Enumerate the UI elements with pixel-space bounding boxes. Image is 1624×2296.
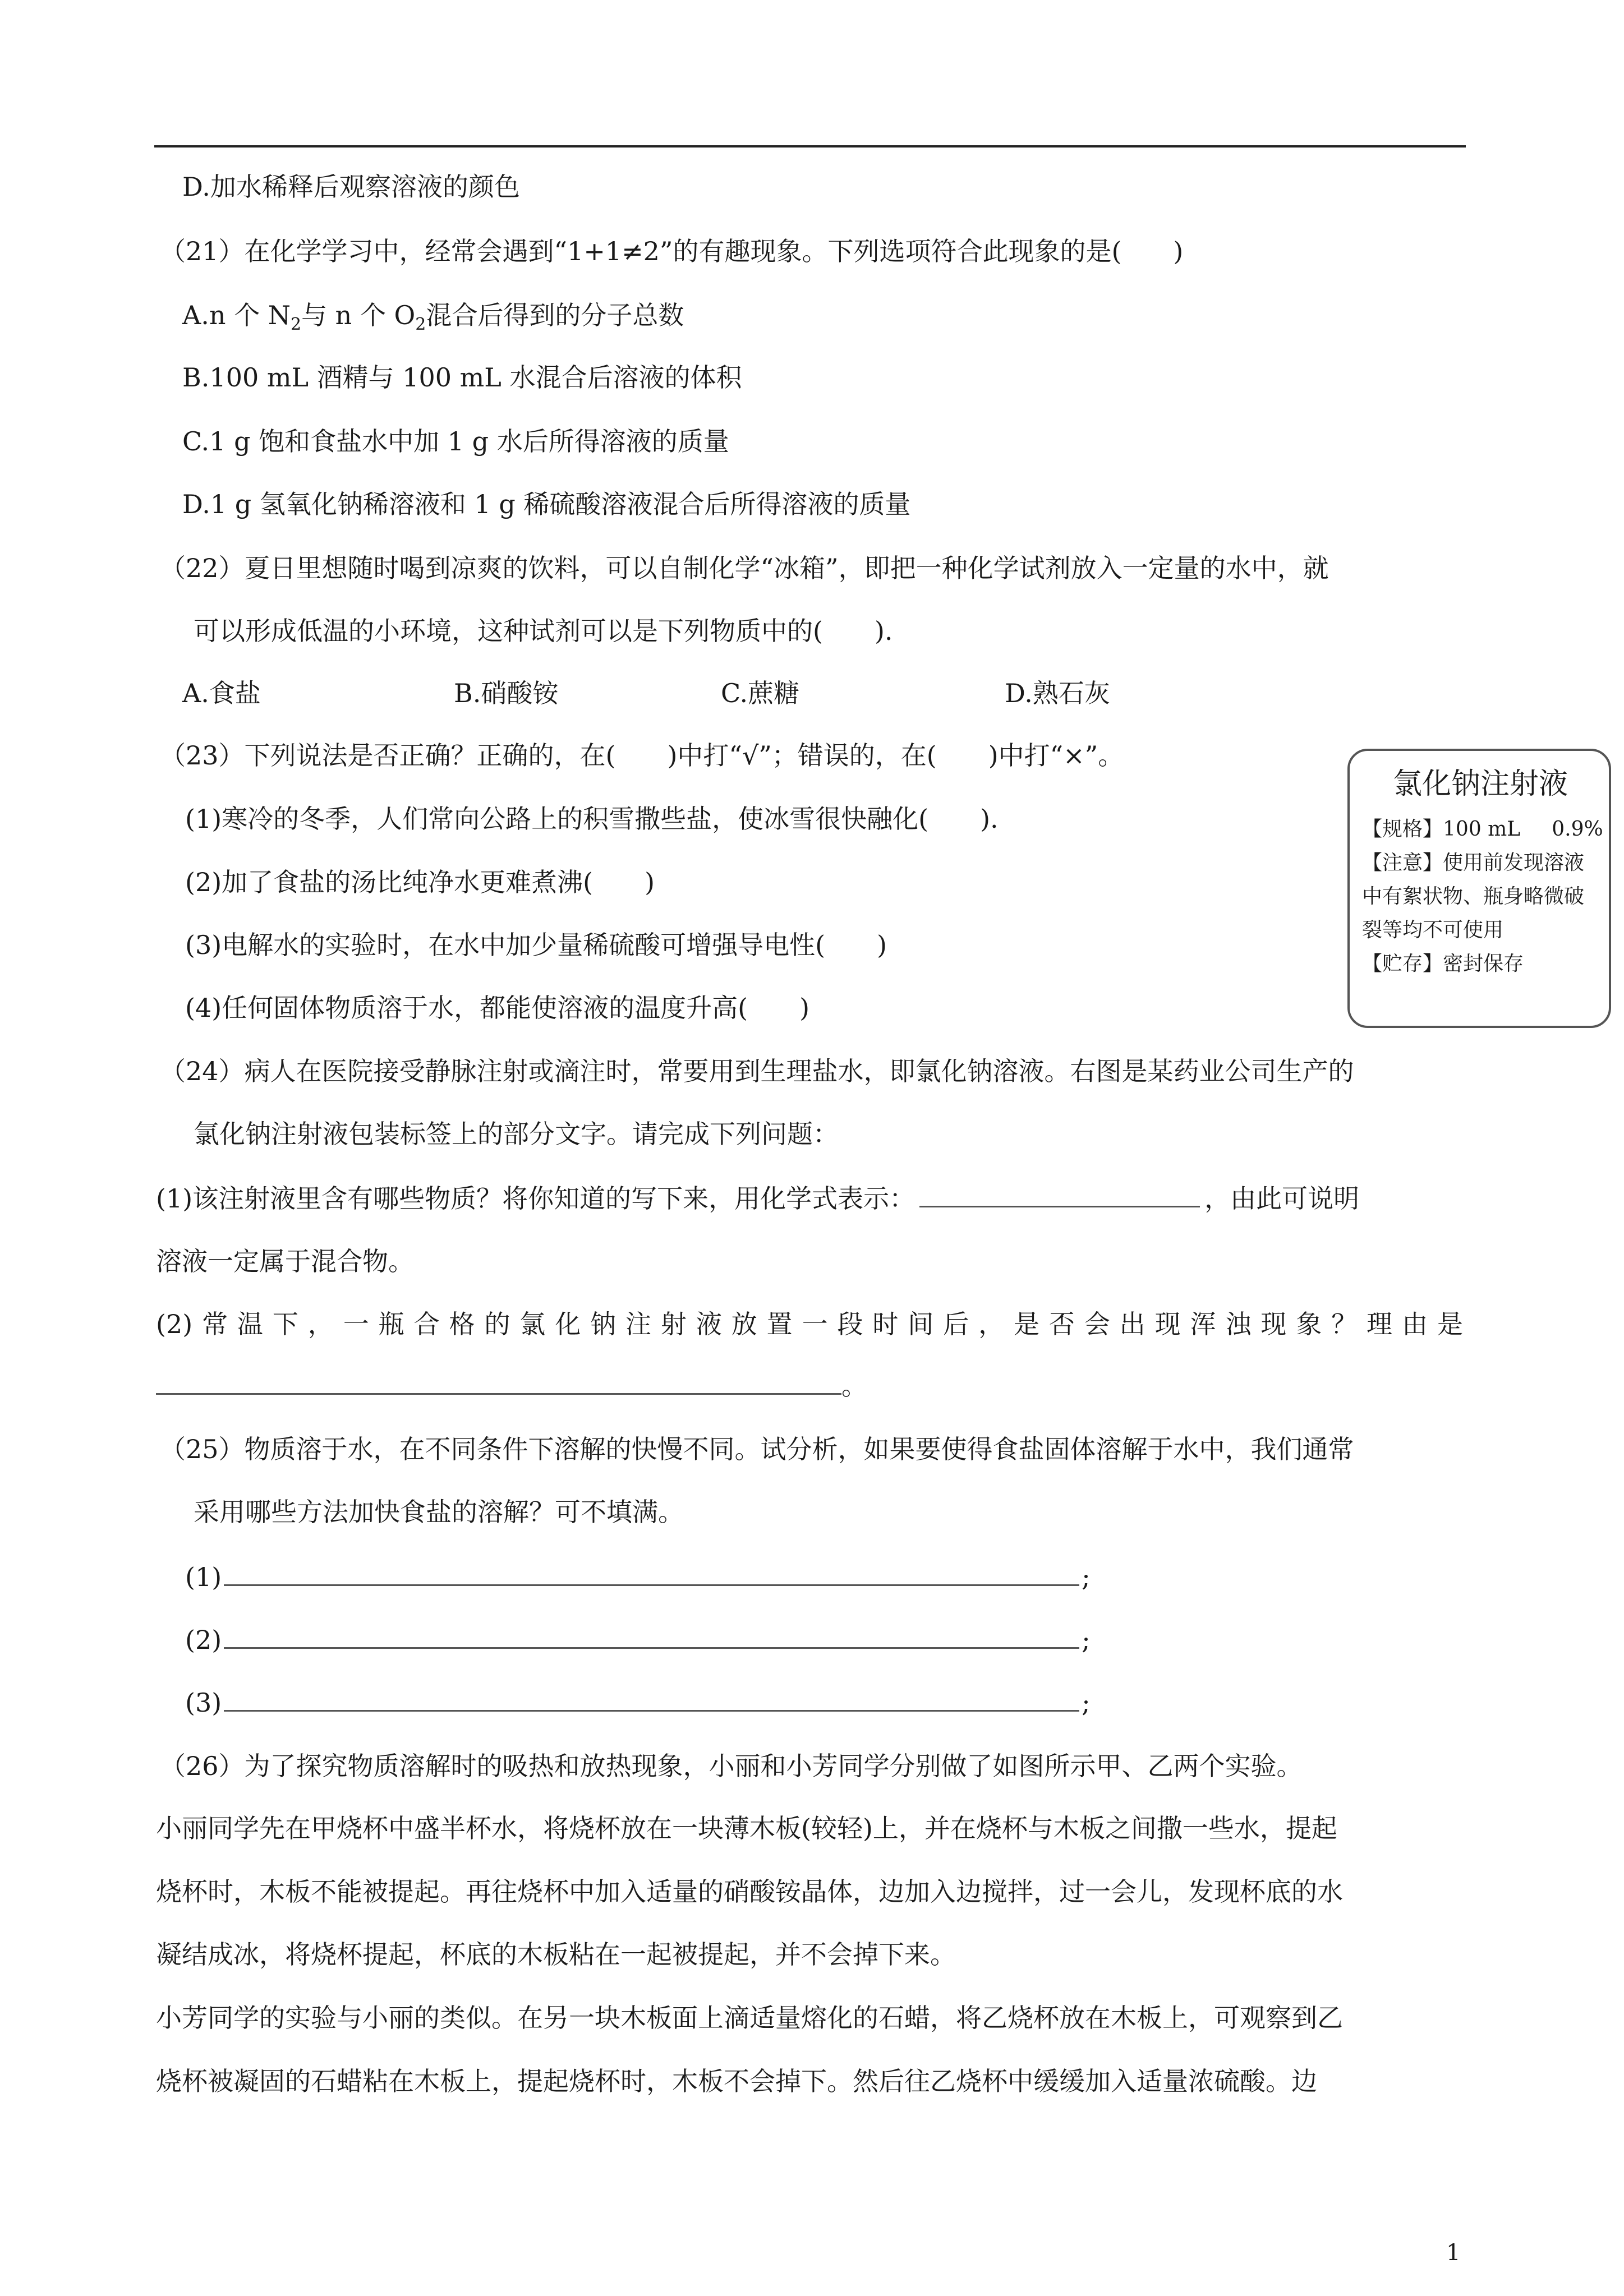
- q25-blank-2[interactable]: [224, 1622, 1079, 1649]
- q21-a-part3: 混合后得到的分子总数: [426, 300, 684, 330]
- q21-a-part2: 与 n 个 O: [301, 300, 416, 330]
- q20-option-d: D.加水稀释后观察溶液的颜色: [182, 172, 520, 202]
- label-note-1: 【注意】使用前发现溶液: [1362, 851, 1585, 874]
- semicolon: ;: [1082, 1625, 1091, 1655]
- q24-stem-line2: 氯化钠注射液包装标签上的部分文字。请完成下列问题：: [194, 1119, 839, 1149]
- q23-statement-4: (4)任何固体物质溶于水，都能使溶液的温度升高( ): [185, 993, 810, 1023]
- q25-answer-3: [185, 1685, 1091, 1719]
- q22-option-b: B.硝酸铵: [454, 678, 559, 708]
- q21-stem: （21）在化学学习中，经常会遇到“1+1≠2”的有趣现象。下列选项符合此现象的是( ): [160, 236, 1184, 266]
- q25-answer-2: [185, 1622, 1091, 1657]
- label-note-2: 中有絮状物、瓶身略微破: [1362, 885, 1585, 908]
- q21-option-a: [182, 298, 684, 342]
- q26-para1-line1: 小丽同学先在甲烧杯中盛半杯水，将烧杯放在一块薄木板(较轻)上，并在烧杯与木板之间撒一些水，提起: [156, 1813, 1337, 1843]
- label-title: 氯化钠注射液: [1392, 767, 1568, 801]
- q24-part2: (2)常温下，一瓶合格的氯化钠注射液放置一段时间后，是否会出现浑浊现象？理由是: [156, 1309, 1463, 1339]
- q25-answer-1: [185, 1560, 1091, 1594]
- q23-stem: （23）下列说法是否正确？正确的，在( )中打“√”；错误的，在( )中打“×”。: [160, 740, 1124, 771]
- header-rule: [154, 145, 1466, 147]
- q24-part1-cont: 溶液一定属于混合物。: [156, 1246, 414, 1276]
- q25-blank-3[interactable]: [224, 1685, 1079, 1712]
- label-spec-value: 100 mL: [1443, 818, 1521, 841]
- q22-option-c: C.蔗糖: [721, 678, 800, 708]
- q25-stem-line1: （25）物质溶于水，在不同条件下溶解的快慢不同。试分析，如果要使得食盐固体溶解于水中，我们通常: [160, 1434, 1354, 1464]
- q21-option-b: B.100 mL 酒精与 100 mL 水混合后溶液的体积: [182, 362, 742, 393]
- q23-statement-1: (1)寒冷的冬季，人们常向公路上的积雪撒些盐，使冰雪很快融化( ).: [185, 804, 999, 834]
- subscript: 2: [415, 315, 426, 335]
- label-spec-key: 【规格】: [1362, 818, 1443, 841]
- q21-option-d: D.1 g 氢氧化钠稀溶液和 1 g 稀硫酸溶液混合后所得溶液的质量: [182, 489, 911, 519]
- q22-stem-line1: （22）夏日里想随时喝到凉爽的饮料，可以自制化学“冰箱”，即把一种化学试剂放入一定量的水中，就: [160, 553, 1329, 583]
- q25-number-2: (2): [185, 1625, 222, 1655]
- semicolon: ;: [1082, 1688, 1091, 1718]
- q25-stem-line2: 采用哪些方法加快食盐的溶解？可不填满。: [194, 1497, 684, 1527]
- q24-part1-text: (1)该注射液里含有哪些物质？将你知道的写下来，用化学式表示：: [156, 1183, 915, 1214]
- q24-part1: [156, 1181, 1359, 1215]
- label-spec-percent: 0.9%: [1552, 818, 1603, 841]
- q26-para2-line1: 小芳同学的实验与小丽的类似。在另一块木板面上滴适量熔化的石蜡，将乙烧杯放在木板上，可观察到乙: [156, 2003, 1343, 2033]
- subscript: 2: [290, 315, 302, 335]
- q24-stem-line1: （24）病人在医院接受静脉注射或滴注时，常要用到生理盐水，即氯化钠溶液。右图是某药业公司生产的: [160, 1056, 1354, 1086]
- q22-option-a: A.食盐: [182, 678, 261, 708]
- q26-stem: （26）为了探究物质溶解时的吸热和放热现象，小丽和小芳同学分别做了如图所示甲、乙两个实验。: [160, 1751, 1303, 1781]
- page-number: 1: [1446, 2240, 1461, 2266]
- q24-part1-suffix: ，由此可说明: [1204, 1183, 1360, 1214]
- q22-option-d: D.熟石灰: [1005, 678, 1110, 708]
- q23-statement-3: (3)电解水的实验时，在水中加少量稀硫酸可增强导电性( ): [185, 930, 887, 960]
- q26-para1-line3: 凝结成冰，将烧杯提起，杯底的木板粘在一起被提起，并不会掉下来。: [156, 1939, 956, 1970]
- q24-answer-blank-1[interactable]: [919, 1181, 1200, 1207]
- q26-para1-line2: 烧杯时，木板不能被提起。再往烧杯中加入适量的硝酸铵晶体，边加入边搅拌，过一会儿，发现杯底的水: [156, 1877, 1343, 1907]
- q24-part2-answer: [156, 1368, 867, 1403]
- q22-stem-line2: 可以形成低温的小环境，这种试剂可以是下列物质中的( ).: [194, 616, 893, 646]
- q21-option-c: C.1 g 饱和食盐水中加 1 g 水后所得溶液的质量: [182, 426, 729, 457]
- label-storage: 【贮存】密封保存: [1362, 952, 1524, 975]
- q21-a-part1: A.n 个 N: [182, 300, 291, 330]
- q26-para2-line2: 烧杯被凝固的石蜡粘在木板上，提起烧杯时，木板不会掉下。然后往乙烧杯中缓缓加入适量浓硫酸。边: [156, 2066, 1317, 2096]
- label-note-3: 裂等均不可使用: [1362, 919, 1504, 942]
- saline-label-box: [1347, 749, 1611, 1028]
- q24-part2-end: 。: [841, 1371, 867, 1401]
- q25-number-1: (1): [185, 1562, 222, 1592]
- q25-blank-1[interactable]: [224, 1560, 1079, 1586]
- semicolon: ;: [1082, 1562, 1091, 1592]
- label-spec: [1362, 813, 1603, 846]
- q23-statement-2: (2)加了食盐的汤比纯净水更难煮沸( ): [185, 867, 655, 897]
- q24-answer-blank-2[interactable]: [156, 1368, 841, 1395]
- q25-number-3: (3): [185, 1688, 222, 1718]
